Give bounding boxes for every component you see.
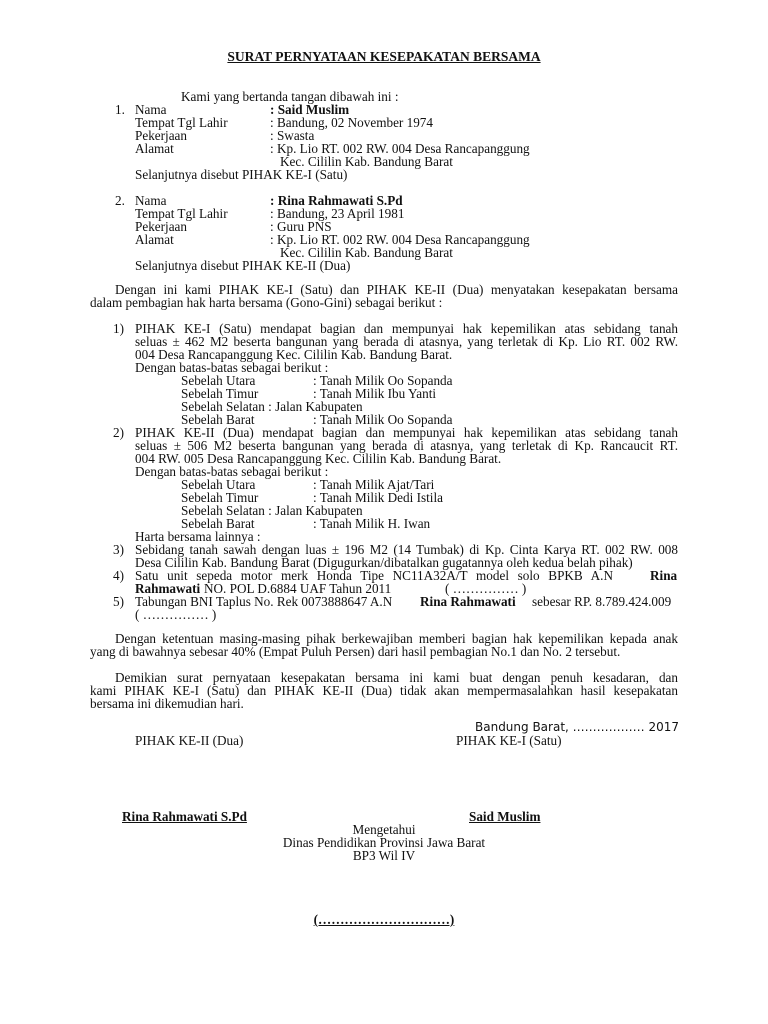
other-assets-heading: Harta bersama lainnya : xyxy=(135,529,261,544)
party1-birth: : Bandung, 02 November 1974 xyxy=(270,115,433,130)
party1-name-label: Nama xyxy=(135,102,167,117)
witness-unit: BP3 Wil IV xyxy=(352,848,416,863)
right-signatory-name: Said Muslim xyxy=(469,809,541,824)
item4-number: 4) xyxy=(113,568,124,583)
statement-line2: dalam pembagian hak harta bersama (Gono-Gini) sebagai berikut : xyxy=(90,295,443,310)
item4-owner-last: Rahmawati xyxy=(135,581,201,596)
item5-owner: Rina Rahmawati xyxy=(420,594,516,609)
item1-line2: seluas ± 462 M2 beserta bangunan yang berada di atasnya, yang terletak di Kp. Lio RT. 002 RW. xyxy=(135,334,678,349)
item2-east-value: : Tanah Milik Dedi Istila xyxy=(313,490,443,505)
closing-line1: Demikian surat pernyataan kesepakatan bersama ini kami buat dengan penuh kesadaran, dan xyxy=(115,670,678,685)
witness-signature-blank: (…………………………) xyxy=(313,912,455,927)
party1-job: : Swasta xyxy=(270,128,315,143)
item4-blank: ( …………… ) xyxy=(445,581,527,596)
party2-birth-label: Tempat Tgl Lahir xyxy=(135,206,228,221)
item2-west-label: Sebelah Barat xyxy=(181,516,255,531)
place-date: Bandung Barat, ……………… 2017 xyxy=(475,720,680,734)
closing-line3: bersama ini dikemudian hari. xyxy=(90,696,244,711)
right-party-label: PIHAK KE-I (Satu) xyxy=(456,733,562,748)
witness-organization: Dinas Pendidikan Provinsi Jawa Barat xyxy=(282,835,486,850)
item4-line2: NO. POL D.6884 UAF Tahun 2011 xyxy=(204,581,392,596)
item1-north-value: : Tanah Milik Oo Sopanda xyxy=(313,373,453,388)
party2-birth: : Bandung, 23 April 1981 xyxy=(270,206,405,221)
item2-boundary-intro: Dengan batas-batas sebagai berikut : xyxy=(135,464,329,479)
party1-number: 1. xyxy=(115,102,125,117)
left-signatory-name: Rina Rahmawati S.Pd xyxy=(122,809,247,824)
item1-west-label: Sebelah Barat xyxy=(181,412,255,427)
item1-east-value: : Tanah Milik Ibu Yanti xyxy=(313,386,437,401)
party1-job-label: Pekerjaan xyxy=(135,128,187,143)
item3-line2: Desa Cililin Kab. Bandung Barat (Digugurkan/dibatalkan gugatannya oleh kedua belah pihak) xyxy=(135,555,633,570)
item5-line1a: Tabungan BNI Taplus No. Rek 0073888647 A.N xyxy=(135,594,393,609)
item1-line1: PIHAK KE-I (Satu) mendapat bagian dan mempunyai hak kepemilikan atas sebidang tanah xyxy=(135,321,678,336)
provision-line2: yang di bawahnya sebesar 40% (Empat Puluh Persen) dari hasil pembagian No.1 dan No. 2 tersebut. xyxy=(90,644,621,659)
item2-line3: 004 RW. 005 Desa Rancapanggung Kec. Cililin Kab. Bandung Barat. xyxy=(135,451,502,466)
party2-name-label: Nama xyxy=(135,193,167,208)
item1-number: 1) xyxy=(113,321,124,336)
item2-north-label: Sebelah Utara xyxy=(181,477,256,492)
party1-address-line2: Kec. Cililin Kab. Bandung Barat xyxy=(280,154,453,169)
item4-line1: Satu unit sepeda motor merk Honda Tipe NC11A32A/T model solo BPKB A.N xyxy=(135,568,613,583)
item1-boundary-intro: Dengan batas-batas sebagai berikut : xyxy=(135,360,329,375)
provision-line1: Dengan ketentuan masing-masing pihak berkewajiban memberi bagian hak kepemilikan kepada anak xyxy=(115,631,678,646)
item3-line1: Sebidang tanah sawah dengan luas ± 196 M2 (14 Tumbak) di Kp. Cinta Karya RT. 002 RW. 008 xyxy=(135,542,678,557)
party1-name: : Said Muslim xyxy=(270,102,350,117)
party2-address-label: Alamat xyxy=(135,232,174,247)
party2-name: : Rina Rahmawati S.Pd xyxy=(270,193,403,208)
item5-line1b: sebesar RP. 8.789.424.009 xyxy=(532,594,672,609)
item2-number: 2) xyxy=(113,425,124,440)
party1-address-line1: : Kp. Lio RT. 002 RW. 004 Desa Rancapanggung xyxy=(270,141,530,156)
party1-address-label: Alamat xyxy=(135,141,174,156)
item1-east-label: Sebelah Timur xyxy=(181,386,259,401)
party1-designation: Selanjutnya disebut PIHAK KE-I (Satu) xyxy=(135,167,348,182)
statement-line1: Dengan ini kami PIHAK KE-I (Satu) dan PIHAK KE-II (Dua) menyatakan kesepakatan bersama xyxy=(115,282,678,297)
party2-address-line1: : Kp. Lio RT. 002 RW. 004 Desa Rancapanggung xyxy=(270,232,530,247)
item1-south: Sebelah Selatan : Jalan Kabupaten xyxy=(181,399,363,414)
left-party-label: PIHAK KE-II (Dua) xyxy=(135,733,244,748)
witness-title: Mengetahui xyxy=(352,822,416,837)
item5-number: 5) xyxy=(113,594,124,609)
intro-text: Kami yang bertanda tangan dibawah ini : xyxy=(181,89,399,104)
item2-east-label: Sebelah Timur xyxy=(181,490,259,505)
item4-owner-first: Rina xyxy=(650,568,678,583)
item2-west-value: : Tanah Milik H. Iwan xyxy=(313,516,431,531)
party2-job: : Guru PNS xyxy=(270,219,332,234)
item1-line3: 004 Desa Rancapanggung Kec. Cililin Kab. Bandung Barat. xyxy=(135,347,453,362)
party2-address-line2: Kec. Cililin Kab. Bandung Barat xyxy=(280,245,453,260)
item1-north-label: Sebelah Utara xyxy=(181,373,256,388)
closing-line2: kami PIHAK KE-I (Satu) dan PIHAK KE-II (Dua) tidak akan mempermasalahkan hasil kesepakatan xyxy=(90,683,678,698)
item2-north-value: : Tanah Milik Ajat/Tari xyxy=(313,477,435,492)
party1-birth-label: Tempat Tgl Lahir xyxy=(135,115,228,130)
item2-line1: PIHAK KE-II (Dua) mendapat bagian dan mempunyai hak kepemilikan atas sebidang tanah xyxy=(135,425,678,440)
item2-line2: seluas ± 506 M2 beserta bangunan yang berada di atasnya, yang terletak di Kp. Rancaucit RT. xyxy=(135,438,678,453)
item2-south: Sebelah Selatan : Jalan Kabupaten xyxy=(181,503,363,518)
item1-west-value: : Tanah Milik Oo Sopanda xyxy=(313,412,453,427)
document-title: SURAT PERNYATAAN KESEPAKATAN BERSAMA xyxy=(227,49,541,64)
item5-blank: ( …………… ) xyxy=(135,607,217,622)
party2-designation: Selanjutnya disebut PIHAK KE-II (Dua) xyxy=(135,258,351,273)
party2-number: 2. xyxy=(115,193,125,208)
item3-number: 3) xyxy=(113,542,124,557)
party2-job-label: Pekerjaan xyxy=(135,219,187,234)
